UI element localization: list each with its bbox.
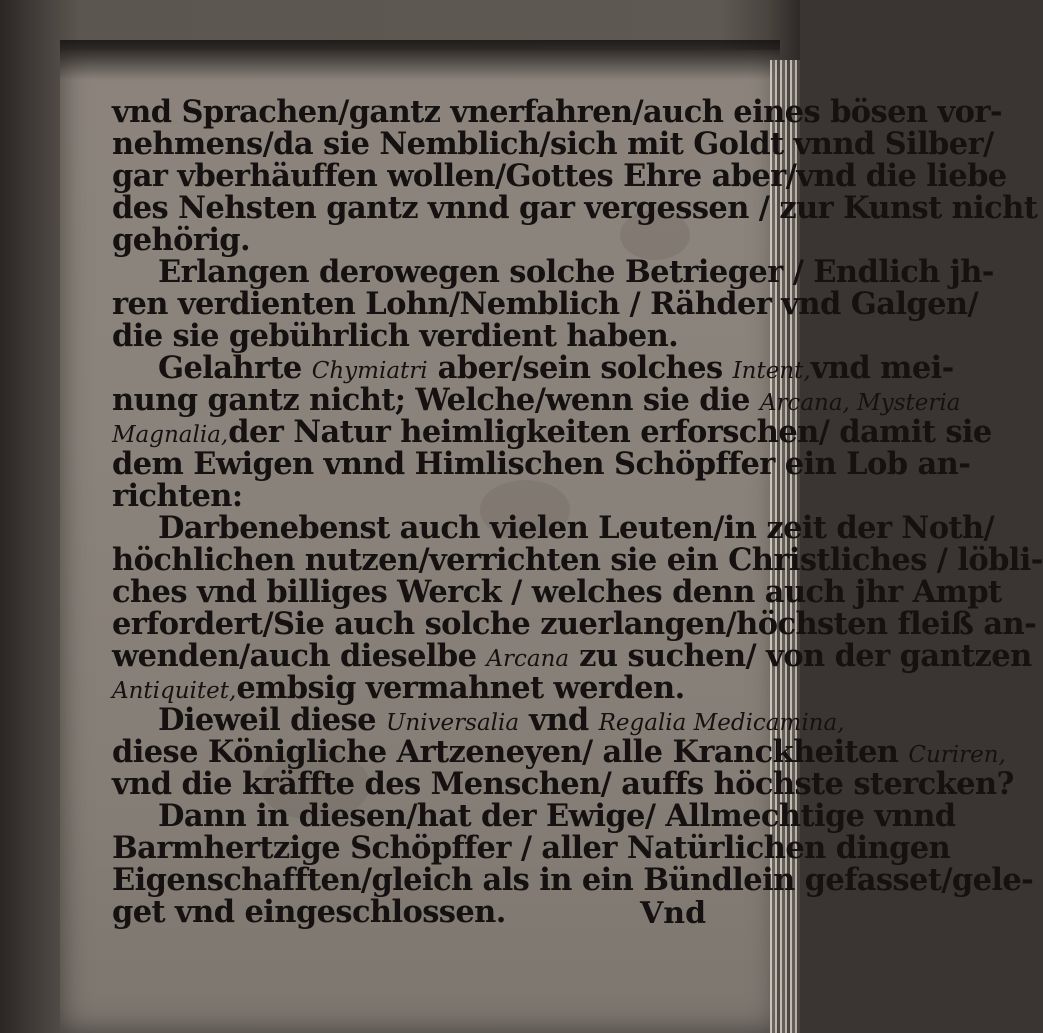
text-run: Gelahrte (158, 350, 312, 386)
text-line (112, 702, 845, 738)
text-line (112, 414, 992, 450)
latin-term: Intent, (732, 358, 811, 384)
text-line (112, 94, 1002, 130)
text-line (112, 766, 1014, 802)
text-line (112, 574, 1002, 610)
text-run: dem Ewigen vnnd Himlischen Schöpffer ein Lob an- (112, 446, 971, 482)
text-run: Darbenebenst auch vielen Leuten/in zeit der Noth/ (158, 510, 995, 546)
latin-term: Curiren, (908, 742, 1006, 768)
text-run: die sie gebührlich verdient haben. (112, 318, 679, 354)
text-line (112, 510, 995, 546)
text-line (112, 830, 951, 866)
text-run: Barmhertzige Schöpffer / aller Natürlichen dingen (112, 830, 951, 866)
text-run: aber/sein solches (427, 350, 733, 386)
text-line (112, 638, 1032, 674)
text-line (112, 798, 956, 834)
text-run: Dieweil diese (158, 702, 387, 738)
text-run: erfordert/Sie auch solche zuerlangen/höchsten fleiß an- (112, 606, 1037, 642)
text-run: Dann in diesen/hat der Ewige/ Allmechtige vnnd (158, 798, 956, 834)
text-run: Erlangen derowegen solche Betrieger / Endlich jh- (158, 254, 994, 290)
text-line (112, 350, 954, 386)
text-line (112, 158, 1007, 194)
latin-term: Arcana (486, 646, 570, 672)
text-run: vnd (519, 702, 599, 738)
text-run: wenden/auch dieselbe (112, 638, 487, 674)
text-line (112, 862, 1034, 898)
text-run: embsig vermahnet werden. (236, 670, 685, 706)
text-run: höchlichen nutzen/verrichten sie ein Christliches / löbli- (112, 542, 1043, 578)
latin-term: Arcana, Mysteria (759, 390, 961, 416)
text-run: vnd Sprachen/gantz vnerfahren/auch eines bösen vor- (112, 94, 1002, 130)
text-run: des Nehsten gantz vnnd gar vergessen / zur Kunst nicht (112, 190, 1038, 226)
text-line (112, 224, 722, 256)
text-line (112, 382, 961, 418)
text-run: richten: (112, 478, 243, 514)
text-run: gehörig. (112, 222, 251, 258)
text-run: nung gantz nicht; Welche/wenn sie die (112, 382, 760, 418)
text-line (112, 734, 1006, 770)
text-run: ren verdienten Lohn/Nemblich / Rähder vnd Galgen/ (112, 286, 978, 322)
text-line (112, 254, 994, 290)
latin-term: Chymiatri (311, 358, 428, 384)
text-line (112, 286, 978, 322)
text-run: gar vberhäuffen wollen/Gottes Ehre aber/vnd die liebe (112, 158, 1007, 194)
text-line (112, 896, 722, 928)
text-line (112, 542, 1043, 578)
catchword: Vnd (640, 896, 707, 931)
text-run: zu suchen/ von der gantzen (569, 638, 1032, 674)
text-line (112, 480, 722, 512)
text-run: get vnd eingeschlossen. (112, 894, 506, 930)
text-line (112, 606, 1037, 642)
text-line (112, 672, 722, 704)
text-line (112, 320, 722, 352)
latin-term: Regalia Medicamina, (598, 710, 845, 736)
text-run: nehmens/da sie Nemblich/sich mit Goldt vnnd Silber/ (112, 126, 994, 162)
text-run: der Natur heimligkeiten erforschen/ damit sie (228, 414, 992, 450)
body-text (112, 94, 1043, 930)
latin-term: Antiquitet, (112, 678, 237, 704)
text-line (112, 126, 994, 162)
text-line (112, 190, 1038, 226)
top-shadow (60, 40, 780, 80)
text-line (112, 446, 971, 482)
text-run: vnd die kräffte des Menschen/ auffs höchste stercken? (112, 766, 1014, 802)
text-run: vnd mei- (810, 350, 954, 386)
latin-term: Universalia (386, 710, 520, 736)
text-run: ches vnd billiges Werck / welches denn auch jhr Ampt (112, 574, 1002, 610)
text-run: diese Königliche Artzeneyen/ alle Kranckheiten (112, 734, 909, 770)
latin-term: Magnalia, (112, 422, 229, 448)
text-run: Eigenschafften/gleich als in ein Bündlein gefasset/gele- (112, 862, 1034, 898)
